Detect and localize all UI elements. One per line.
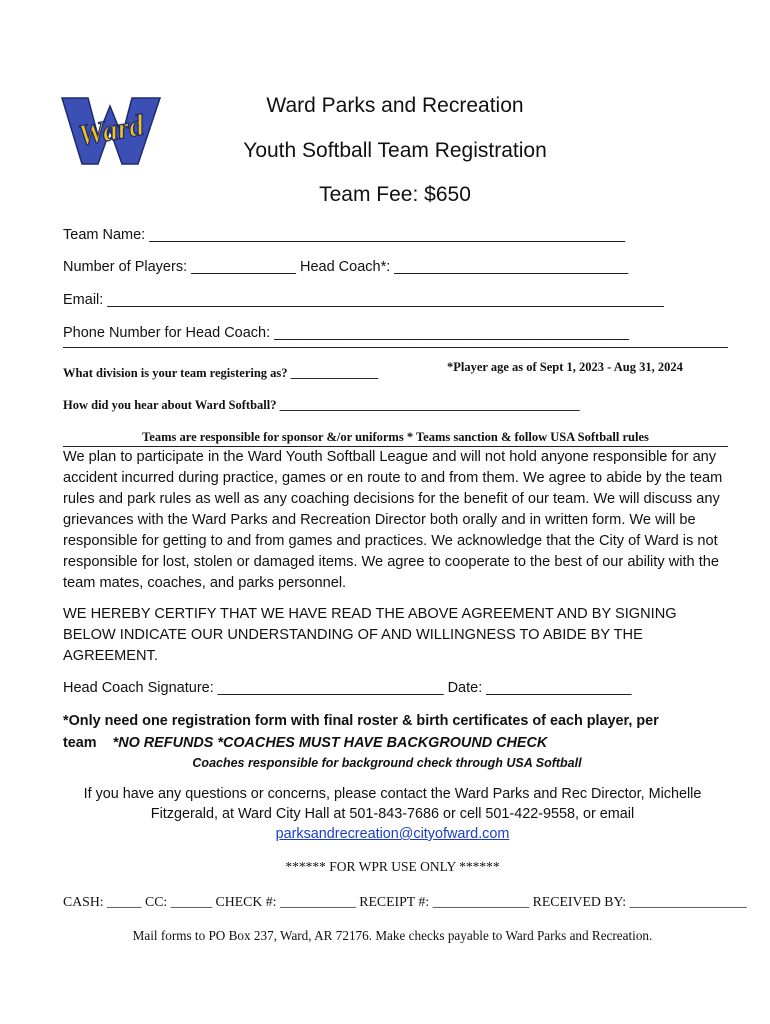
contact-email-link[interactable]: parksandrecreation@cityofward.com — [275, 826, 510, 842]
hear-about-field[interactable]: How did you hear about Ward Softball? ________________________________________________ — [63, 398, 580, 412]
team-fee: Team Fee: $650 — [319, 183, 471, 206]
office-use-heading: ****** FOR WPR USE ONLY ****** — [285, 859, 500, 874]
refund-note — [63, 735, 547, 751]
refund-note-text: *NO REFUNDS *COACHES MUST HAVE BACKGROUND CHECK — [112, 735, 548, 751]
mailing-footer: Mail forms to PO Box 237, Ward, AR 72176. Make checks payable to Ward Parks and Recreation. — [132, 928, 653, 943]
roster-note: *Only need one registration form with final roster & birth certificates of each player, per — [63, 713, 659, 729]
contact-line-1: If you have any questions or concerns, please contact the Ward Parks and Rec Director, Michelle — [83, 786, 702, 802]
signature-field[interactable]: Head Coach Signature: ____________________________ Date: __________________ — [63, 680, 632, 696]
division-field[interactable]: What division is your team registering as? ______________ — [63, 366, 379, 380]
contact-email-row — [40, 826, 745, 842]
ward-logo — [60, 96, 164, 166]
form-title: Youth Softball Team Registration — [243, 139, 547, 162]
email-field[interactable]: Email: _____________________________________________________________________ — [63, 292, 664, 308]
agreement-paragraph: We plan to participate in the Ward Youth Softball League and will not hold anyone responsible for any accident incurred during practice, games or en route to and from them. We agree to abide by the team rules and park rules as well as any coaching decisions for the benefit of our team. We will discuss any grievances with the Ward Parks and Recreation Director both orally and in written form. We will be responsible for getting to and from games and practices. We acknowledge that the City of Ward is not responsible for lost, stolen or damaged items. We agree to cooperate to the best of our ability with the team mates, coaches, and parks personnel. — [63, 449, 723, 591]
team-name-field[interactable]: Team Name: ___________________________________________________________ — [63, 227, 626, 243]
divider — [63, 347, 728, 348]
phone-field[interactable]: Phone Number for Head Coach: ____________________________________________ — [63, 325, 629, 341]
background-check-note: Coaches responsible for background check through USA Softball — [192, 756, 582, 770]
org-name: Ward Parks and Recreation — [266, 94, 524, 117]
contact-line-2: Fitzgerald, at Ward City Hall at 501-843-7686 or cell 501-422-9558, or email — [150, 806, 635, 822]
players-coach-field[interactable]: Number of Players: _____________ Head Coach*: _____________________________ — [63, 259, 629, 275]
responsibility-note: Teams are responsible for sponsor &/or uniforms * Teams sanction & follow USA Softball rules — [142, 430, 649, 444]
svg-text:Ward: Ward — [75, 108, 147, 153]
age-note: *Player age as of Sept 1, 2023 - Aug 31, 2024 — [447, 360, 683, 374]
office-use-fields[interactable]: CASH: _____ CC: ______ CHECK #: ___________ RECEIPT #: ______________ RECEIVED BY: _________________ — [63, 894, 747, 909]
certify-paragraph: WE HEREBY CERTIFY THAT WE HAVE READ THE ABOVE AGREEMENT AND BY SIGNING BELOW INDICATE OUR UNDERSTANDING OF AND WILLINGNESS TO ABIDE BY THE AGREEMENT. — [63, 606, 677, 664]
refund-note-team: team — [63, 735, 97, 751]
